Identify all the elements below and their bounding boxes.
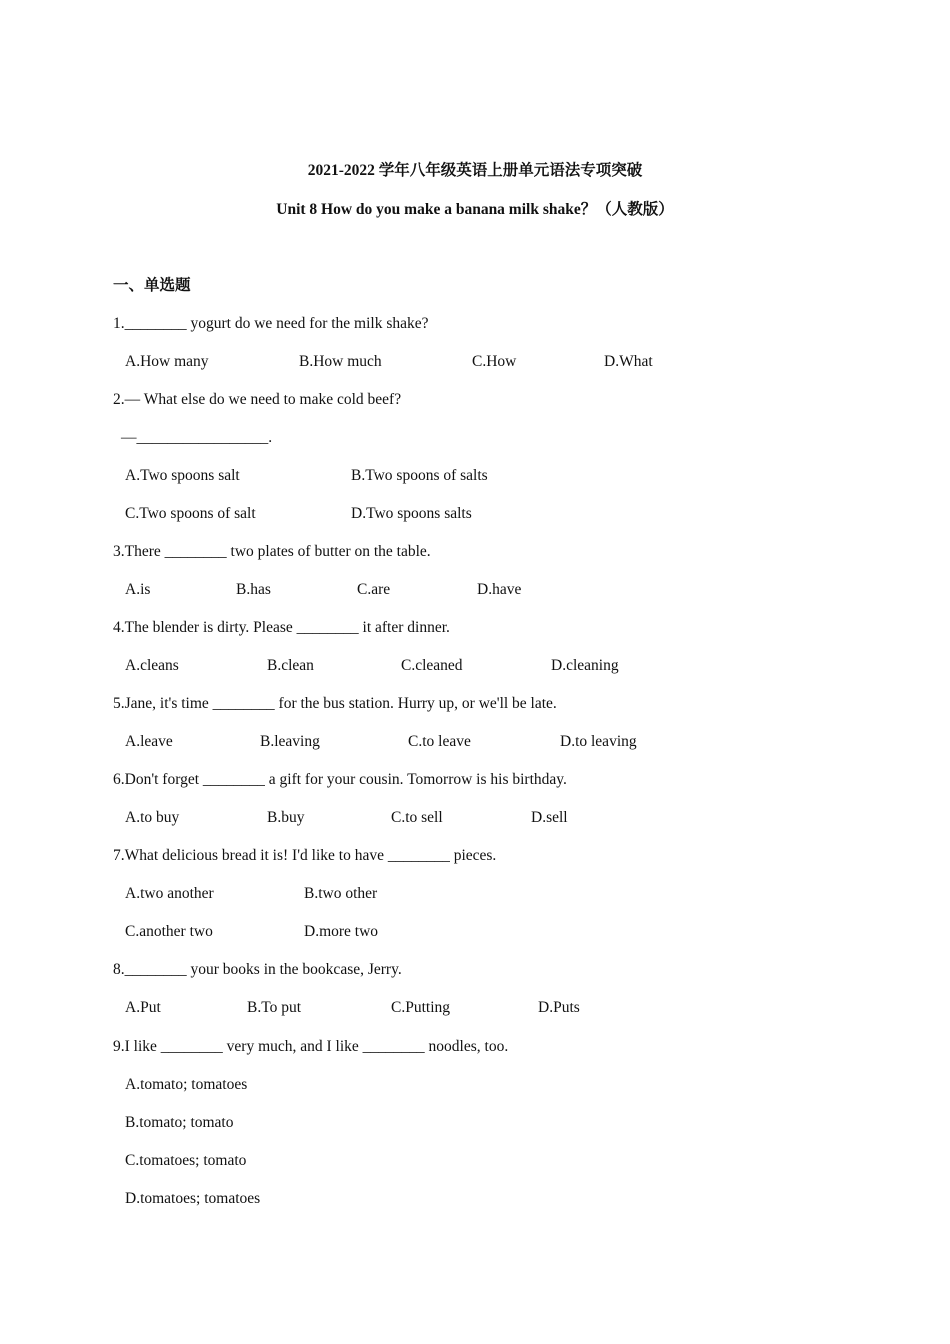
question-4-option-d: D.cleaning (551, 657, 619, 674)
question-1-stem: 1.________ yogurt do we need for the milk shake? (113, 315, 429, 332)
question-8-option-a: A.Put (125, 999, 161, 1016)
question-3-option-b: B.has (236, 581, 271, 598)
question-9-option-c: C.tomatoes; tomato (125, 1152, 247, 1169)
question-9-option-d: D.tomatoes; tomatoes (125, 1190, 261, 1207)
question-5-option-b: B.leaving (260, 733, 320, 750)
question-5-option-d: D.to leaving (560, 733, 637, 750)
question-4-option-a: A.cleans (125, 657, 179, 674)
question-7-option-c: C.another two (125, 923, 213, 940)
question-7-option-d: D.more two (304, 923, 379, 940)
question-5-stem: 5.Jane, it's time ________ for the bus station. Hurry up, or we'll be late. (113, 695, 557, 712)
question-9-option-a: A.tomato; tomatoes (125, 1076, 248, 1093)
question-7-option-a: A.two another (125, 885, 214, 902)
question-2-option-d: D.Two spoons salts (351, 505, 472, 522)
question-6-option-a: A.to buy (125, 809, 180, 826)
question-6-option-c: C.to sell (391, 809, 443, 826)
question-4-option-c: C.cleaned (401, 657, 463, 674)
question-3-option-d: D.have (477, 581, 522, 598)
question-3-stem: 3.There ________ two plates of butter on the table. (113, 543, 431, 560)
question-8-option-b: B.To put (247, 999, 302, 1016)
question-4-stem: 4.The blender is dirty. Please ________ it after dinner. (113, 619, 450, 636)
question-2-stem: 2.— What else do we need to make cold beef? (113, 391, 402, 408)
question-8-option-d: D.Puts (538, 999, 580, 1016)
question-9-option-b: B.tomato; tomato (125, 1114, 234, 1131)
question-3-option-a: A.is (125, 581, 151, 598)
question-2-reply: —_________________. (121, 429, 273, 446)
section-heading: 一、单选题 (113, 277, 191, 294)
question-1-option-c: C.How (472, 353, 517, 370)
question-2-option-b: B.Two spoons of salts (351, 467, 488, 484)
question-5-option-c: C.to leave (408, 733, 471, 750)
page-subtitle: Unit 8 How do you make a banana milk shake？（人教版） (276, 201, 674, 218)
question-1-option-d: D.What (604, 353, 653, 370)
question-8-option-c: C.Putting (391, 999, 451, 1016)
page-title: 2021-2022 学年八年级英语上册单元语法专项突破 (307, 162, 643, 179)
question-7-stem: 7.What delicious bread it is! I'd like to have ________ pieces. (113, 847, 497, 864)
question-6-option-d: D.sell (531, 809, 568, 826)
question-2-option-a: A.Two spoons salt (125, 467, 240, 484)
question-1-option-b: B.How much (299, 353, 382, 370)
question-5-option-a: A.leave (125, 733, 173, 750)
question-7-option-b: B.two other (304, 885, 378, 902)
question-3-option-c: C.are (357, 581, 391, 598)
question-2-option-c: C.Two spoons of salt (125, 505, 256, 522)
question-6-stem: 6.Don't forget ________ a gift for your cousin. Tomorrow is his birthday. (113, 771, 567, 788)
question-6-option-b: B.buy (267, 809, 305, 826)
question-1-option-a: A.How many (125, 353, 209, 370)
question-9-stem: 9.I like ________ very much, and I like ________ noodles, too. (113, 1038, 509, 1055)
question-4-option-b: B.clean (267, 657, 314, 674)
question-8-stem: 8.________ your books in the bookcase, Jerry. (113, 961, 402, 978)
